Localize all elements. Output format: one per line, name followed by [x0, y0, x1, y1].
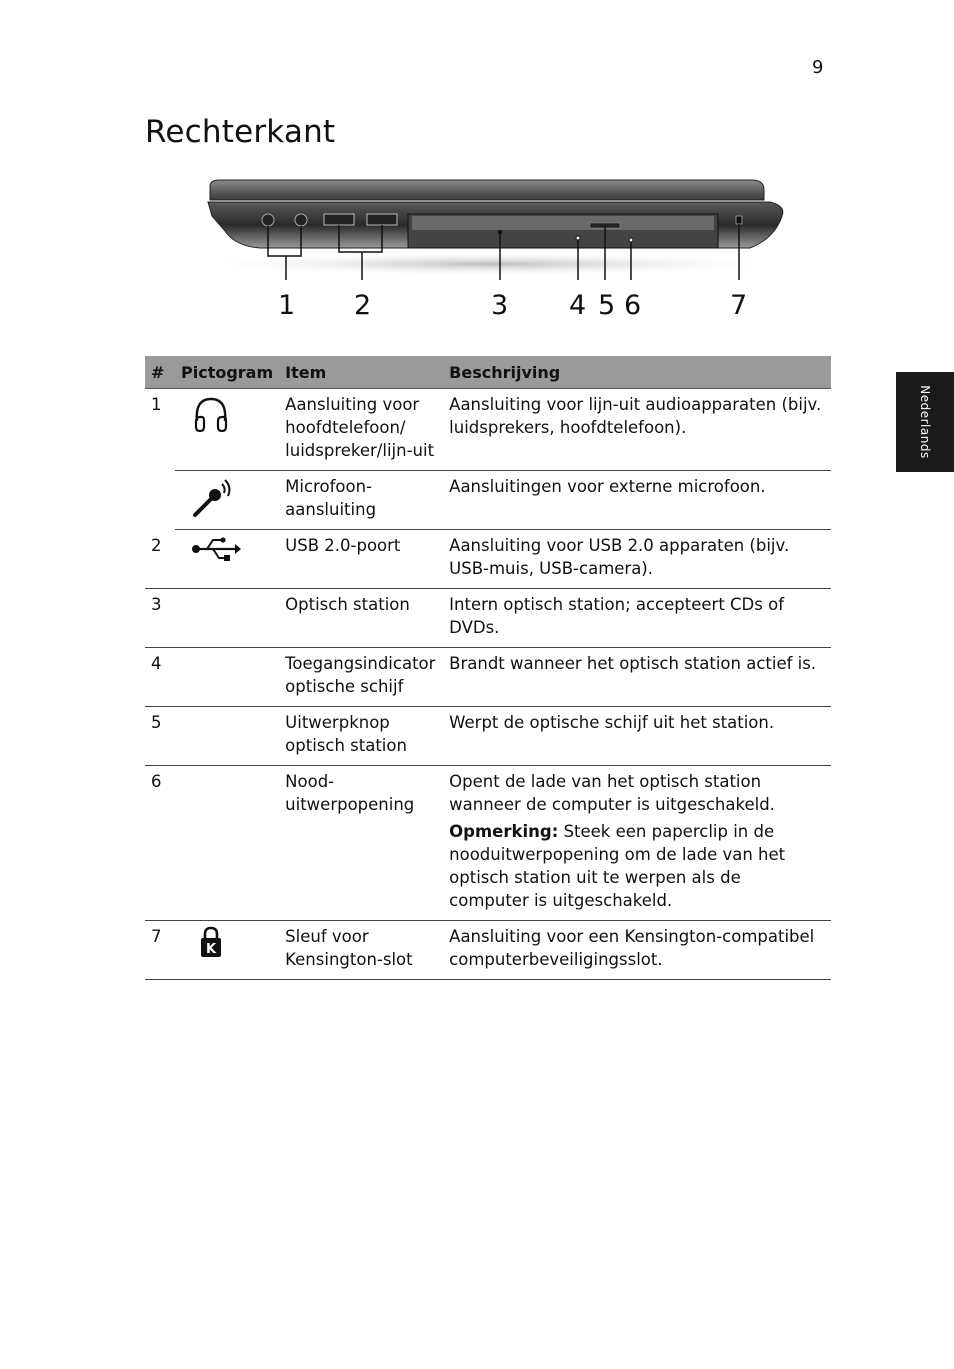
header-description: Beschrijving: [443, 356, 831, 389]
row-number: 2: [145, 530, 175, 589]
table-row: [145, 389, 831, 471]
language-side-tab: [896, 372, 954, 472]
row-note: [449, 820, 825, 912]
row-icon: [175, 648, 279, 707]
callout-dot-3: [498, 230, 502, 234]
row-item: Nood-uitwerpopening: [279, 766, 443, 921]
svg-text:K: K: [205, 942, 217, 957]
usb-port-1: [324, 214, 354, 225]
header-icon: Pictogram: [175, 356, 279, 389]
headphones-icon: [191, 393, 231, 437]
row-description: Intern optisch station; accepteert CDs of DVDs.: [443, 589, 831, 648]
row-description: Aansluiting voor een Kensington-compatibel computerbeveiligingsslot.: [443, 921, 831, 980]
row-icon: [175, 589, 279, 648]
row-description: Aansluiting voor USB 2.0 apparaten (bijv. USB-muis, USB-camera).: [443, 530, 831, 589]
row-number: 1: [151, 395, 162, 414]
row-item: Sleuf voor Kensington-slot: [279, 921, 443, 980]
row-description: Aansluiting voor lijn-uit audioapparaten (bijv. luidsprekers, hoofdtelefoon).: [443, 389, 831, 471]
callout-number-1: 1: [278, 290, 296, 321]
headphone-jack: [262, 214, 274, 226]
row-item: Optisch station: [279, 589, 443, 648]
usb-icon: [191, 534, 241, 564]
callout-dot-6: [629, 238, 633, 242]
microphone-jack: [295, 214, 307, 226]
row-icon: [175, 921, 279, 980]
kensington-slot: [736, 216, 742, 224]
table-row: [145, 471, 831, 530]
row-item: Toegangsindicator optische schijf: [279, 648, 443, 707]
row-number: 3: [145, 589, 175, 648]
note-label: Opmerking:: [449, 822, 559, 841]
row-number: 6: [145, 766, 175, 921]
page-number: 9: [812, 57, 824, 78]
row-description: [443, 766, 831, 921]
row-number: 5: [145, 707, 175, 766]
row-number: 7: [145, 921, 175, 980]
row-icon: [175, 471, 279, 530]
row-item: Microfoon-aansluiting: [279, 471, 443, 530]
row-icon: [175, 707, 279, 766]
row-description-text: Opent de lade van het optisch station wanneer de computer is uitgeschakeld.: [449, 772, 775, 814]
row-icon: [175, 389, 279, 471]
header-item: Item: [279, 356, 443, 389]
usb-port-2: [367, 214, 397, 225]
row-description: Aansluitingen voor externe microfoon.: [443, 471, 831, 530]
kensington-lock-icon: [191, 925, 231, 959]
microphone-icon: [191, 475, 235, 519]
callout-number-4: 4: [569, 290, 587, 321]
table-row: [145, 921, 831, 980]
table-row: [145, 530, 831, 589]
optical-drive-face: [412, 216, 714, 230]
row-icon: [175, 530, 279, 589]
callout-number-7: 7: [730, 290, 748, 321]
callout-number-2: 2: [354, 290, 372, 321]
row-number: 4: [145, 648, 175, 707]
callout-number-3: 3: [491, 290, 509, 321]
table-row: [145, 766, 831, 921]
row-description: Werpt de optische schijf uit het station.: [443, 707, 831, 766]
note-text: Steek een paperclip in de nooduitwerpopening om de lade van het optisch station uit te werpen als de computer is uitgeschakeld.: [449, 822, 786, 910]
table-row: [145, 648, 831, 707]
language-side-tab-label: Nederlands: [918, 385, 932, 459]
callout-number-5: 5: [598, 290, 616, 321]
row-icon: [175, 766, 279, 921]
header-number: #: [145, 356, 175, 389]
page-title: Rechterkant: [145, 114, 336, 150]
table-row: [145, 707, 831, 766]
callout-dot-4: [576, 236, 580, 240]
callout-number-6: 6: [624, 290, 642, 321]
table-header-row: [145, 356, 831, 389]
row-description: Brandt wanneer het optisch station actief is.: [443, 648, 831, 707]
laptop-illustration: [190, 176, 790, 336]
ports-table: [145, 356, 831, 980]
table-row: [145, 589, 831, 648]
laptop-right-side-figure: [190, 176, 790, 336]
row-item: Aansluiting voor hoofdtelefoon/ luidspreker/lijn-uit: [279, 389, 443, 471]
row-item: Uitwerpknop optisch station: [279, 707, 443, 766]
row-item: USB 2.0-poort: [279, 530, 443, 589]
laptop-lid: [210, 180, 764, 200]
